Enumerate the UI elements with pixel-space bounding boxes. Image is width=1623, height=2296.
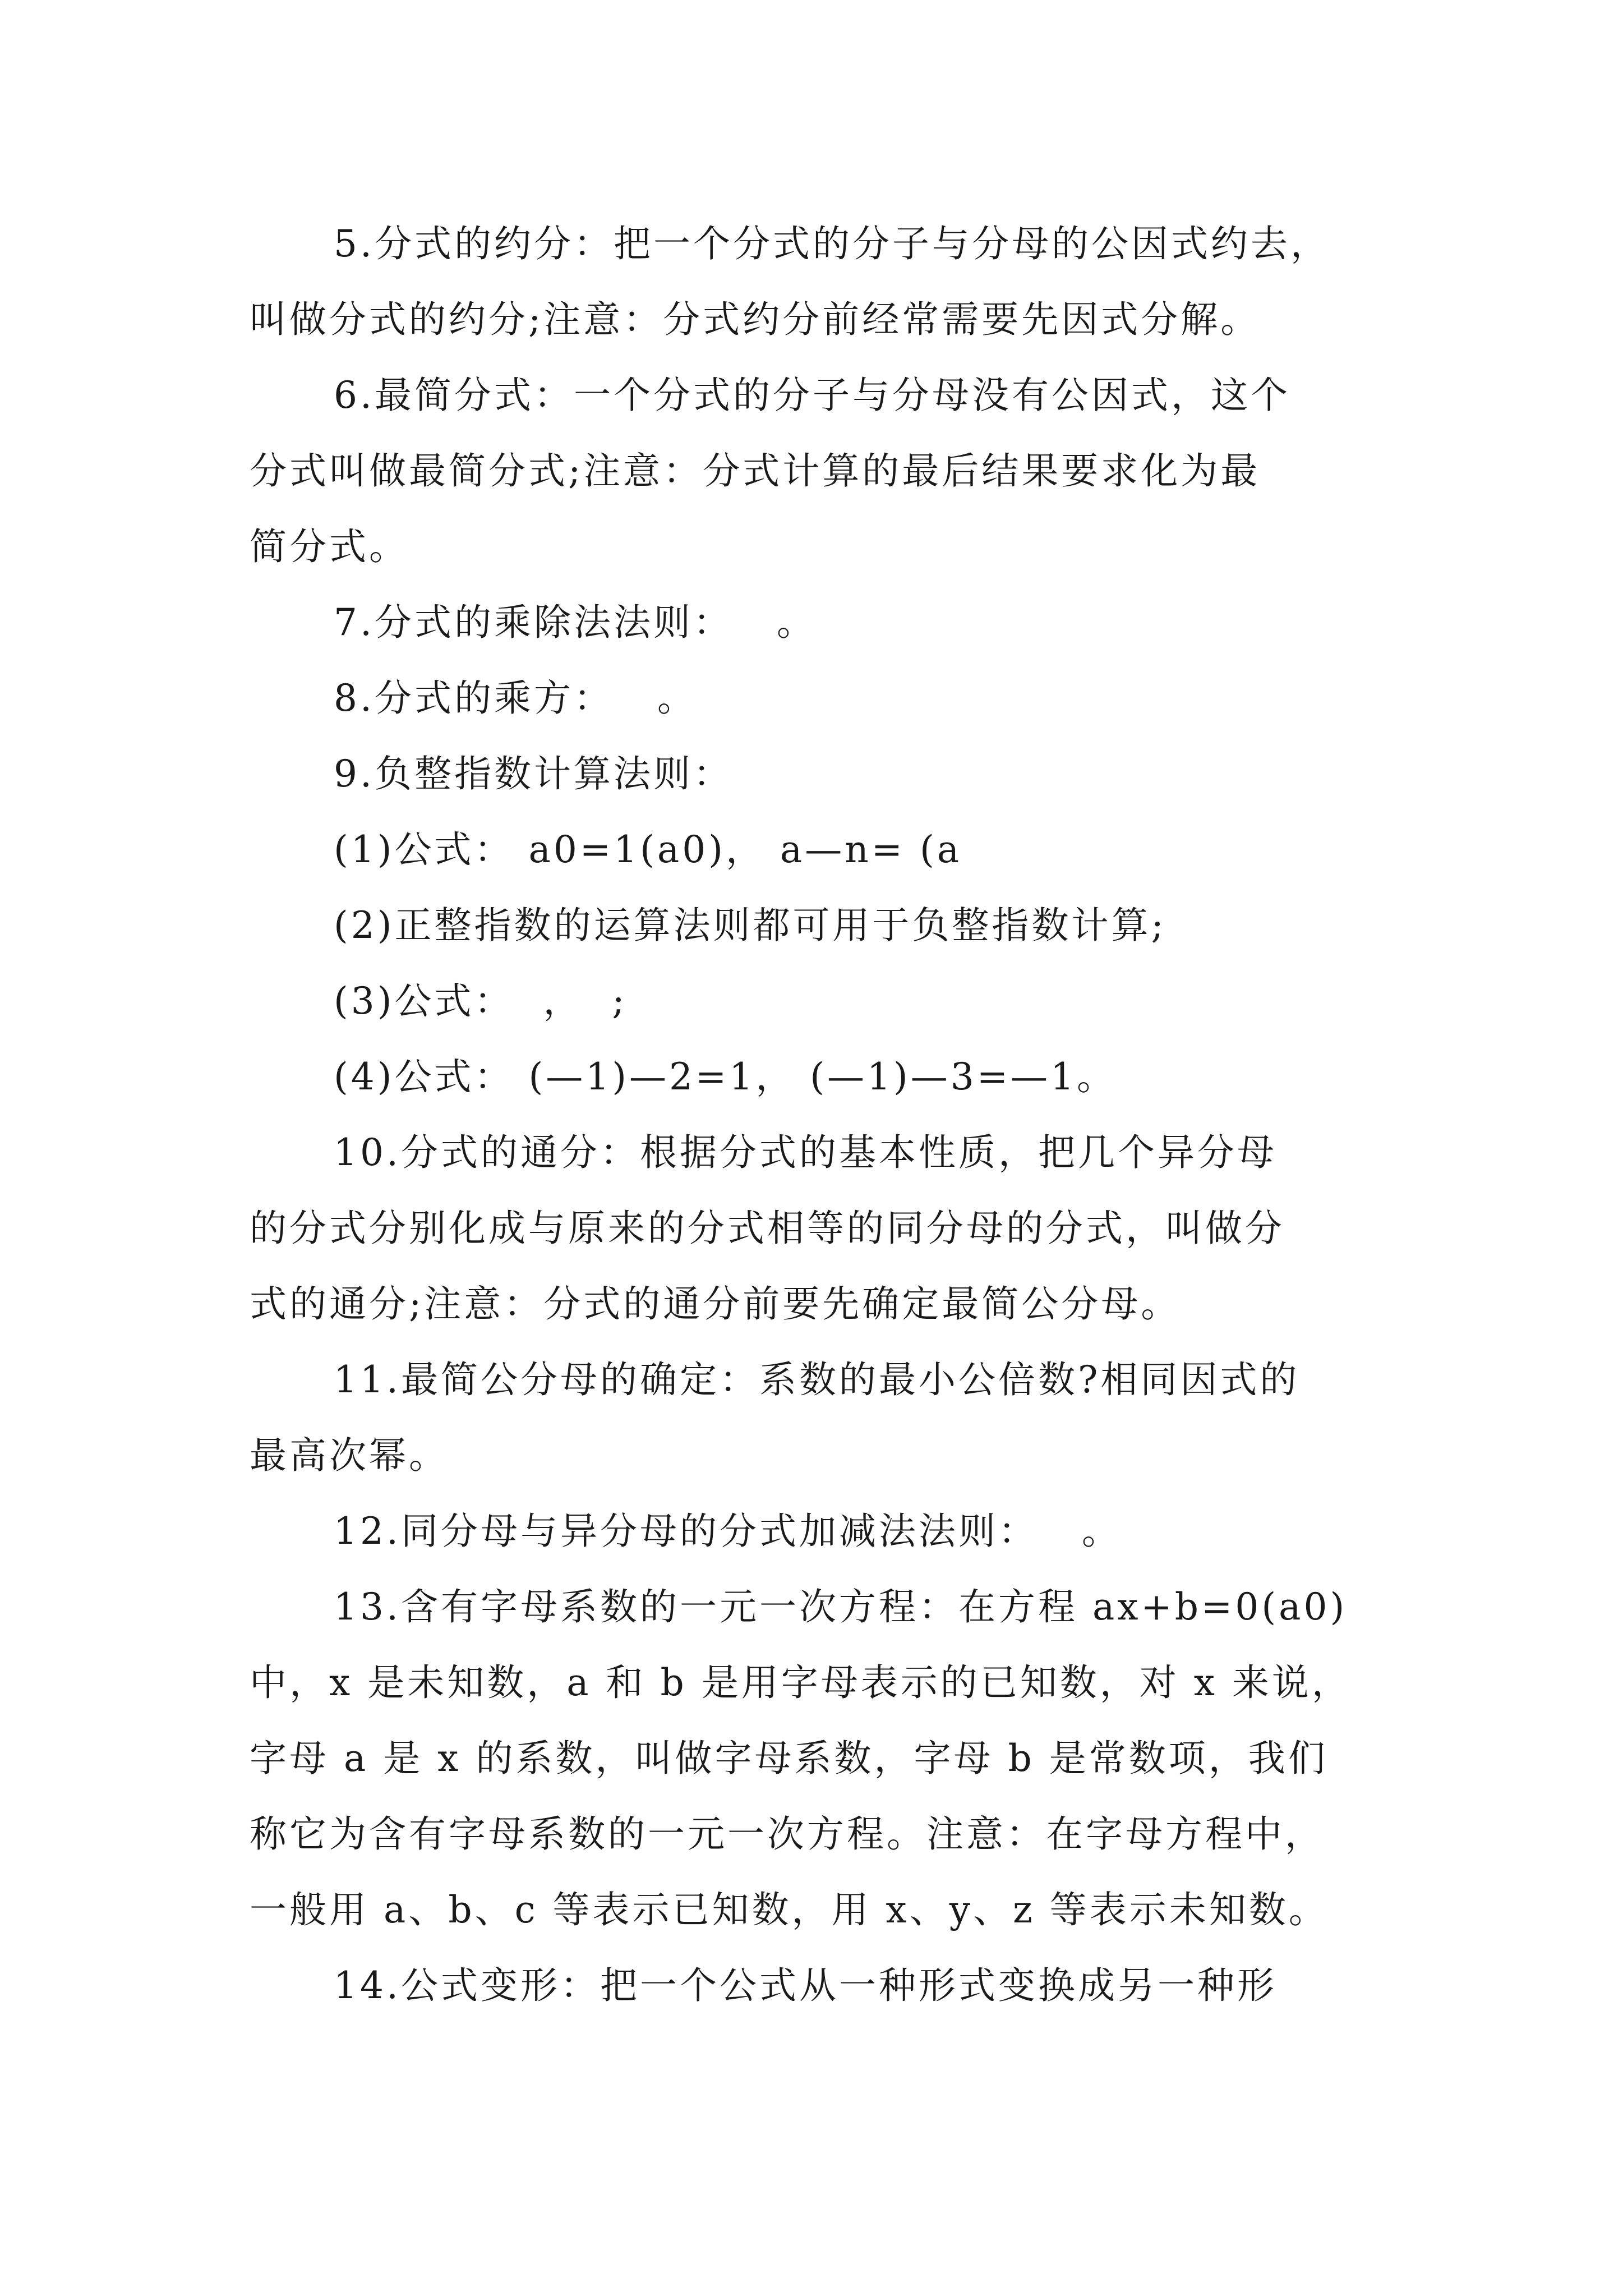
text-line-5: 简分式。 (250, 525, 409, 568)
text-line-20: 中，x 是未知数，a 和 b 是用字母表示的已知数，对 x 来说， (250, 1661, 1352, 1704)
text-line-18: 12.同分母与异分母的分式加减法法则： 。 (334, 1510, 1122, 1553)
text-line-22: 称它为含有字母系数的一元一次方程。注意：在字母方程中， (250, 1812, 1325, 1856)
text-line-1: 5.分式的约分：把一个分式的分子与分母的公因式约去， (334, 222, 1330, 265)
text-line-3: 6.最简分式：一个分式的分子与分母没有公因式，这个 (334, 374, 1290, 417)
text-line-12: (4)公式： (—1)—2=1， (—1)—3=—1。 (334, 1055, 1117, 1098)
text-line-17: 最高次幂。 (250, 1434, 449, 1477)
text-line-24: 14.公式变形：把一个公式从一种形式变换成另一种形 (334, 1964, 1277, 2007)
text-line-7: 8.分式的乘方： 。 (334, 677, 697, 720)
text-line-9: (1)公式： a0=1(a0)， a—n= (a (334, 828, 962, 871)
text-line-21: 字母 a 是 x 的系数，叫做字母系数，字母 b 是常数项，我们 (250, 1737, 1328, 1780)
text-line-10: (2)正整指数的运算法则都可用于负整指数计算; (334, 904, 1166, 947)
text-line-15: 式的通分;注意：分式的通分前要先确定最简公分母。 (250, 1282, 1181, 1326)
text-line-11: (3)公式： ， ; (334, 979, 628, 1023)
text-line-8: 9.负整指数计算法则： (334, 752, 733, 795)
text-line-16: 11.最简公分母的确定：系数的最小公倍数?相同因式的 (334, 1358, 1300, 1401)
text-line-6: 7.分式的乘除法法则： 。 (334, 601, 817, 644)
text-line-14: 的分式分别化成与原来的分式相等的同分母的分式，叫做分 (250, 1207, 1285, 1250)
text-line-13: 10.分式的通分：根据分式的基本性质，把几个异分母 (334, 1131, 1277, 1174)
text-line-19: 13.含有字母系数的一元一次方程：在方程 ax+b=0(a0) (334, 1585, 1348, 1628)
text-line-2: 叫做分式的约分;注意：分式约分前经常需要先因式分解。 (250, 298, 1261, 341)
text-line-4: 分式叫做最简分式;注意：分式计算的最后结果要求化为最 (250, 449, 1261, 493)
text-line-23: 一般用 a、b、c 等表示已知数，用 x、y、z 等表示未知数。 (250, 1888, 1329, 1931)
